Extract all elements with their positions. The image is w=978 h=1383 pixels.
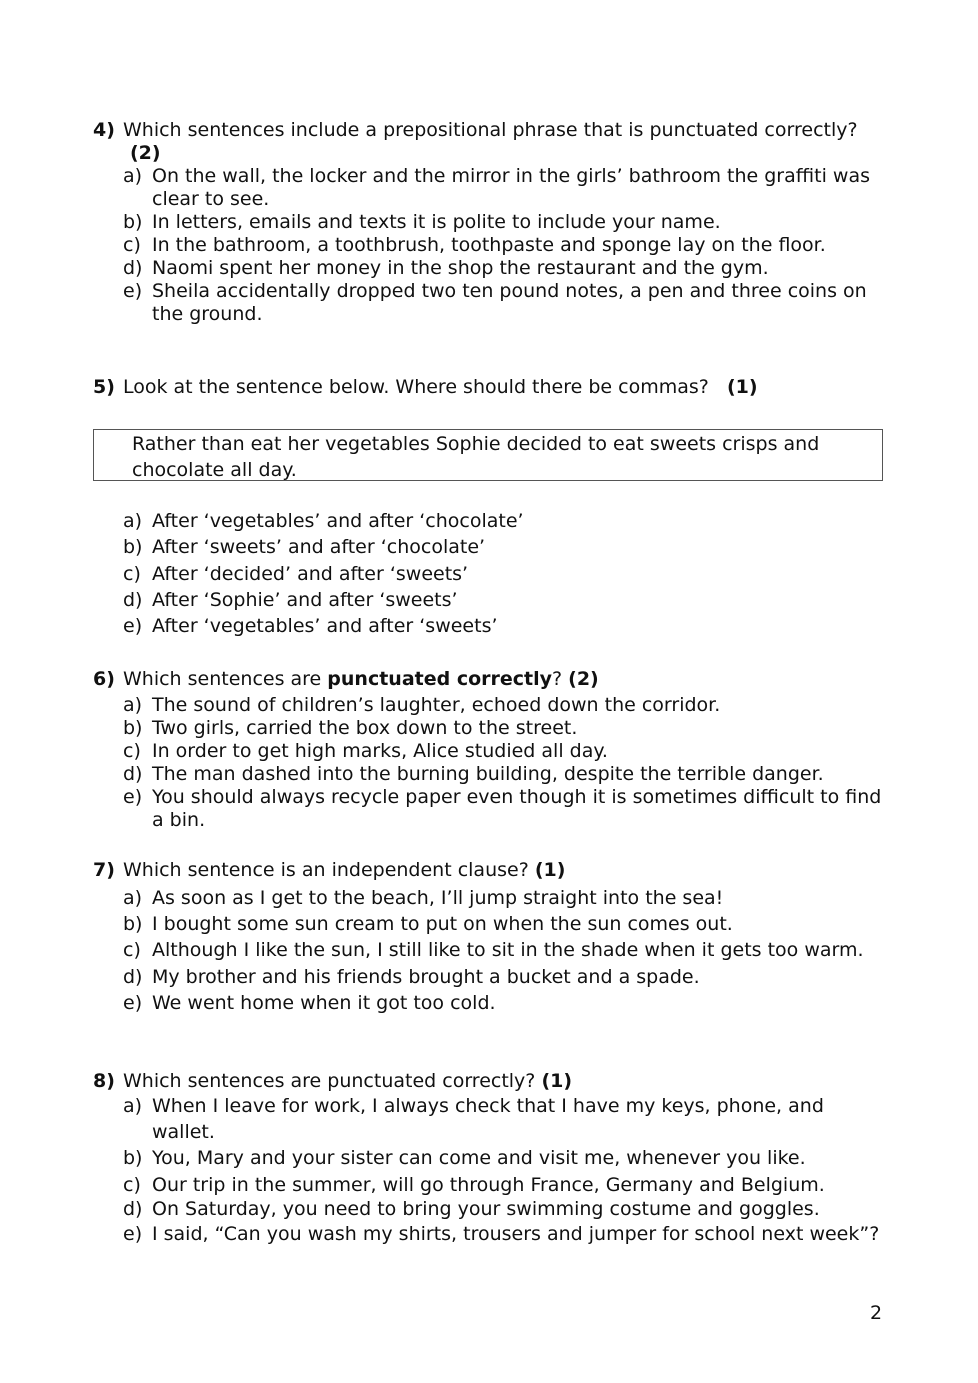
option-label: d)	[123, 763, 143, 785]
option-label: b)	[123, 717, 143, 739]
question-text: Look at the sentence below. Where should there be commas?	[123, 376, 709, 398]
answer-options	[93, 165, 883, 326]
option-text: I said, “Can you wash my shirts, trousers and jumper for school next week”?	[152, 1222, 880, 1245]
option-text: Although I like the sun, I still like to sit in the shade when it gets too warm.	[152, 939, 864, 962]
boxed-sentence: Rather than eat her vegetables Sophie decided to eat sweets crisps and chocolate all day.	[132, 433, 820, 481]
option-label: b)	[123, 211, 143, 233]
option-label: b)	[123, 1147, 143, 1170]
option-text: You should always recycle paper even though it is sometimes difficult to find a bin.	[152, 786, 882, 831]
question-stem	[93, 859, 883, 882]
answer-options	[93, 508, 883, 639]
question-stem	[93, 1070, 883, 1093]
option-label: e)	[123, 280, 143, 302]
question-stem	[93, 119, 883, 142]
option-text: I bought some sun cream to put on when the sun comes out.	[152, 913, 733, 936]
option-text: We went home when it got too cold.	[152, 991, 496, 1014]
option-label: a)	[123, 1095, 143, 1117]
option-text: The man dashed into the burning building, despite the terrible danger.	[152, 763, 824, 785]
question-text: Which sentences are punctuated correctly?	[123, 1070, 536, 1092]
option-c[interactable]	[93, 740, 883, 763]
option-e[interactable]	[93, 990, 883, 1016]
option-label: c)	[123, 939, 141, 962]
option-label: e)	[123, 1222, 143, 1245]
option-text: After ‘decided’ and after ‘sweets’	[152, 562, 469, 585]
option-a[interactable]	[93, 885, 883, 911]
question-number: 8)	[93, 1070, 115, 1092]
option-text: In order to get high marks, Alice studied all day.	[152, 740, 608, 762]
option-c[interactable]	[93, 937, 883, 963]
option-d[interactable]	[93, 964, 883, 990]
question-text: Which sentences are	[123, 668, 322, 690]
option-a[interactable]	[93, 694, 883, 717]
sentence-box	[93, 429, 883, 481]
option-e[interactable]	[93, 786, 883, 832]
option-d[interactable]	[93, 257, 883, 280]
option-label: e)	[123, 615, 143, 638]
question-stem	[93, 376, 883, 399]
question-text: Which sentences include a prepositional phrase that is punctuated correctly?	[123, 119, 858, 141]
question-marks: (2)	[130, 142, 161, 164]
question-number: 4)	[93, 119, 115, 141]
option-text: The sound of children’s laughter, echoed down the corridor.	[152, 694, 721, 716]
question-5	[93, 376, 883, 399]
option-text: Our trip in the summer, will go through France, Germany and Belgium.	[152, 1173, 825, 1196]
option-label: d)	[123, 257, 143, 279]
option-label: b)	[123, 913, 143, 936]
option-text: In letters, emails and texts it is polite to include your name.	[152, 211, 721, 233]
option-e[interactable]	[93, 613, 883, 639]
option-text: On Saturday, you need to bring your swimming costume and goggles.	[152, 1197, 820, 1220]
option-b[interactable]	[93, 911, 883, 937]
option-label: c)	[123, 562, 141, 585]
option-label: a)	[123, 510, 143, 532]
option-label: c)	[123, 1173, 141, 1196]
question-marks: (1)	[541, 1070, 573, 1092]
answer-options	[93, 694, 883, 832]
question-marks: (1)	[534, 859, 566, 881]
option-text: In the bathroom, a toothbrush, toothpaste and sponge lay on the floor.	[152, 234, 826, 256]
option-d[interactable]	[93, 763, 883, 786]
option-label: a)	[123, 165, 143, 187]
question-number: 5)	[93, 376, 115, 398]
option-text: Two girls, carried the box down to the street.	[152, 717, 578, 739]
question-number: 6)	[93, 668, 115, 690]
option-text: Naomi spent her money in the shop the restaurant and the gym.	[152, 257, 769, 279]
option-label: b)	[123, 536, 143, 559]
answer-options	[93, 1093, 883, 1247]
option-e[interactable]	[93, 280, 883, 326]
option-e[interactable]	[93, 1221, 883, 1247]
option-a[interactable]	[93, 165, 883, 211]
option-label: d)	[123, 965, 143, 988]
option-label: a)	[123, 887, 143, 909]
option-b[interactable]	[93, 1145, 883, 1171]
option-label: a)	[123, 694, 143, 716]
option-label: d)	[123, 1197, 143, 1220]
option-text: After ‘vegetables’ and after ‘sweets’	[152, 615, 498, 638]
option-b[interactable]	[93, 534, 883, 560]
option-text: When I leave for work, I always check that I have my keys, phone, and wallet.	[152, 1095, 824, 1144]
option-d[interactable]	[93, 1198, 883, 1221]
option-b[interactable]	[93, 717, 883, 740]
option-text: As soon as I get to the beach, I’ll jump straight into the sea!	[152, 887, 724, 909]
question-5-options	[93, 508, 883, 639]
option-c[interactable]	[93, 561, 883, 587]
option-text: Sheila accidentally dropped two ten pound notes, a pen and three coins on the ground.	[152, 280, 867, 325]
option-c[interactable]	[93, 234, 883, 257]
question-8	[93, 1070, 883, 1247]
option-label: d)	[123, 588, 143, 611]
question-marks: (1)	[726, 376, 758, 398]
question-text: Which sentence is an independent clause?	[123, 859, 529, 881]
option-label: e)	[123, 991, 143, 1014]
option-text: On the wall, the locker and the mirror in the girls’ bathroom the graffiti was clear to see.	[152, 165, 870, 210]
question-4	[93, 119, 883, 326]
option-text: You, Mary and your sister can come and visit me, whenever you like.	[152, 1147, 806, 1170]
option-label: c)	[123, 740, 141, 762]
question-marks: (2)	[568, 668, 599, 690]
option-a[interactable]	[93, 508, 883, 534]
question-number: 7)	[93, 859, 115, 881]
question-6	[93, 668, 883, 832]
question-7	[93, 859, 883, 1016]
option-text: After ‘Sophie’ and after ‘sweets’	[152, 588, 458, 611]
question-text-emphasis: punctuated correctly	[327, 668, 553, 690]
option-text: After ‘sweets’ and after ‘chocolate’	[152, 536, 486, 559]
answer-options	[93, 885, 883, 1016]
question-text-end: ?	[552, 668, 563, 690]
option-a[interactable]	[93, 1093, 883, 1145]
page-number: 2	[870, 1302, 883, 1324]
option-d[interactable]	[93, 587, 883, 613]
option-text: My brother and his friends brought a bucket and a spade.	[152, 965, 700, 988]
option-b[interactable]	[93, 211, 883, 234]
option-label: c)	[123, 234, 141, 256]
option-label: e)	[123, 786, 143, 808]
option-text: After ‘vegetables’ and after ‘chocolate’	[152, 510, 524, 532]
option-c[interactable]	[93, 1172, 883, 1198]
question-stem	[93, 668, 883, 691]
